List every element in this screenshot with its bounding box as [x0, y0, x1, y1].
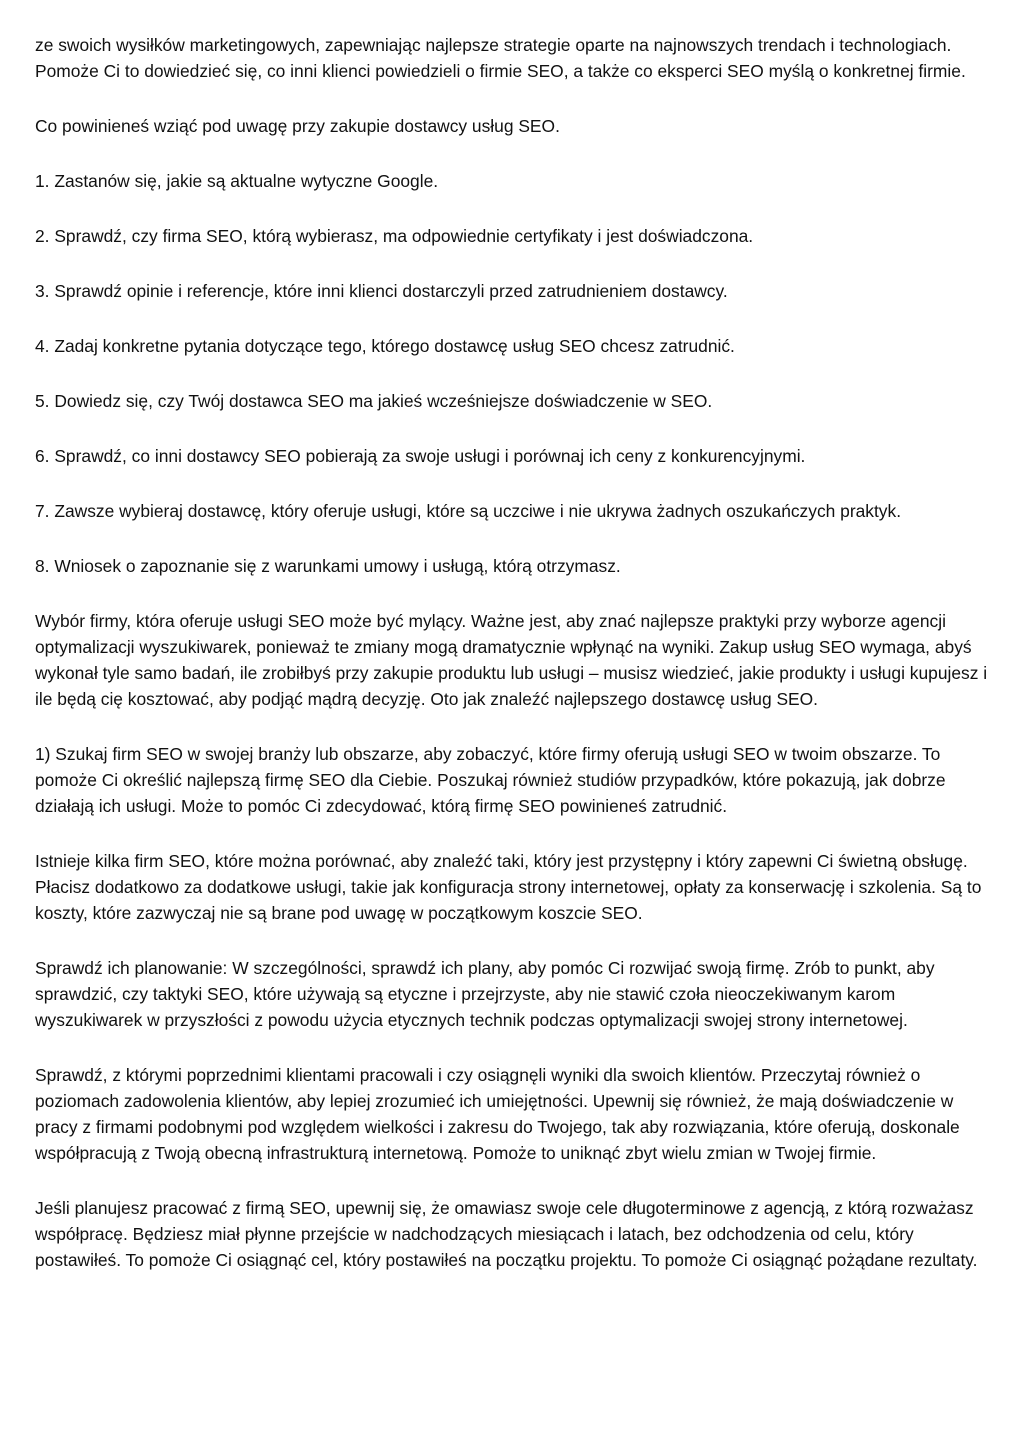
- paragraph-step-1: 1) Szukaj firm SEO w swojej branży lub obszarze, aby zobaczyć, które firmy oferują usługi SEO w twoim obszarze. To pomoże Ci określić najlepszą firmę SEO dla Ciebie. Poszukaj również studiów przypadków, które pokazują, jak dobrze działają ich usługi. Może to pomóc Ci zdecydować, którą firmę SEO powinieneś zatrudnić.: [35, 744, 946, 816]
- paragraph-long-term-goals: Jeśli planujesz pracować z firmą SEO, upewnij się, że omawiasz swoje cele długoterminowe z agencją, z którą rozważasz współpracę. Będziesz miał płynne przejście w nadchodzących miesiącach i latach, bez odchodzenia od celu, który postawiłeś. To pomoże Ci osiągnąć cel, który postawiłeś na początku projektu. To pomoże Ci osiągnąć pożądane rezultaty.: [35, 1198, 978, 1270]
- paragraph-question-heading: Co powinieneś wziąć pod uwagę przy zakupie dostawcy usług SEO.: [35, 116, 560, 136]
- list-item-8: 8. Wniosek o zapoznanie się z warunkami umowy i usługą, którą otrzymasz.: [35, 556, 621, 576]
- document-body: [35, 32, 995, 1273]
- paragraph-previous-clients: Sprawdź, z którymi poprzednimi klientami pracowali i czy osiągnęli wyniki dla swoich klientów. Przeczytaj również o poziomach zadowolenia klientów, aby lepiej zrozumieć ich umiejętności. Upewnij się również, że mają doświadczenie w pracy z firmami podobnymi pod względem wielkości i zakresu do Twojego, tak aby rozwiązania, które oferują, doskonale współpracują z Twoją obecną infrastrukturą internetową. Pomoże to uniknąć zbyt wielu zmian w Twojej firmie.: [35, 1065, 960, 1163]
- paragraph-check-planning: Sprawdź ich planowanie: W szczególności, sprawdź ich plany, aby pomóc Ci rozwijać swoją firmę. Zrób to punkt, aby sprawdzić, czy taktyki SEO, które używają są etyczne i przejrzyste, aby nie stawić czoła nieoczekiwanym karom wyszukiwarek w przyszłości z powodu użycia etycznych technik podczas optymalizacji swojej strony internetowej.: [35, 958, 935, 1030]
- paragraph-choosing-firm: Wybór firmy, która oferuje usługi SEO może być mylący. Ważne jest, aby znać najlepsze praktyki przy wyborze agencji optymalizacji wyszukiwarek, ponieważ te zmiany mogą dramatycznie wpłynąć na wyniki. Zakup usług SEO wymaga, abyś wykonał tyle samo badań, ile zrobiłbyś przy zakupie produktu lub usługi – musisz wiedzieć, jakie produkty i usługi kupujesz i ile będą cię kosztować, aby podjąć mądrą decyzję. Oto jak znaleźć najlepszego dostawcę usług SEO.: [35, 611, 988, 709]
- paragraph-compare-firms: Istnieje kilka firm SEO, które można porównać, aby znaleźć taki, który jest przystępny i który zapewni Ci świetną obsługę. Płacisz dodatkowo za dodatkowe usługi, takie jak konfiguracja strony internetowej, opłaty za konserwację i szkolenia. Są to koszty, które zazwyczaj nie są brane pod uwagę w początkowym koszcie SEO.: [35, 851, 982, 923]
- list-item-5: 5. Dowiedz się, czy Twój dostawca SEO ma jakieś wcześniejsze doświadczenie w SEO.: [35, 391, 713, 411]
- list-item-1: 1. Zastanów się, jakie są aktualne wytyczne Google.: [35, 171, 439, 191]
- list-item-3: 3. Sprawdź opinie i referencje, które inni klienci dostarczyli przed zatrudnieniem dostawcy.: [35, 281, 728, 301]
- list-item-6: 6. Sprawdź, co inni dostawcy SEO pobierają za swoje usługi i porównaj ich ceny z konkurencyjnymi.: [35, 446, 806, 466]
- list-item-2: 2. Sprawdź, czy firma SEO, którą wybierasz, ma odpowiednie certyfikaty i jest doświadczona.: [35, 226, 754, 246]
- list-item-4: 4. Zadaj konkretne pytania dotyczące tego, którego dostawcę usług SEO chcesz zatrudnić.: [35, 336, 735, 356]
- list-item-7: 7. Zawsze wybieraj dostawcę, który oferuje usługi, które są uczciwe i nie ukrywa żadnych oszukańczych praktyk.: [35, 501, 902, 521]
- paragraph-intro-continuation: ze swoich wysiłków marketingowych, zapewniając najlepsze strategie oparte na najnowszych trendach i technologiach. Pomoże Ci to dowiedzieć się, co inni klienci powiedzieli o firmie SEO, a także co eksperci SEO myślą o konkretnej firmie.: [35, 35, 966, 81]
